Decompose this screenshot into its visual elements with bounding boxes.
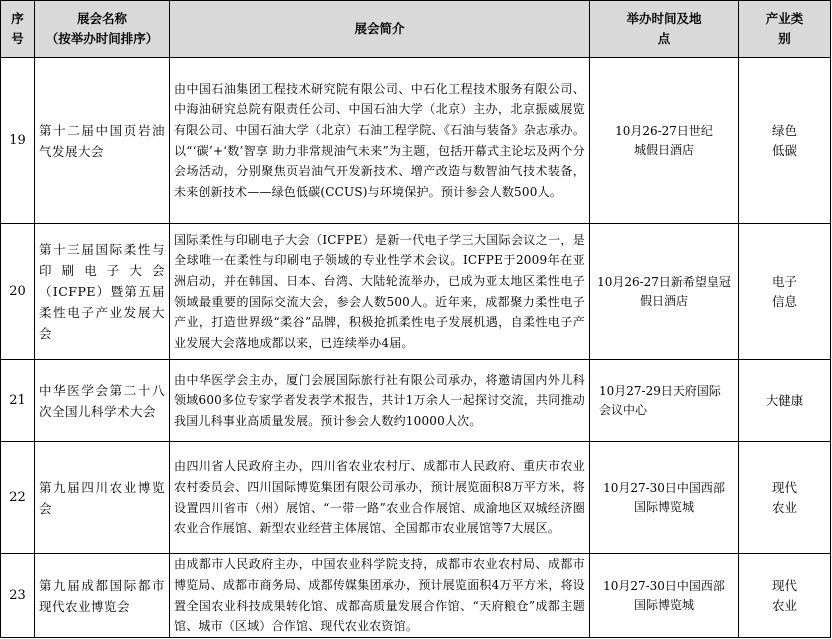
row-index: 20 bbox=[1, 224, 35, 360]
row-name: 第十三届国际柔性与印刷电子大会（ICFPE）暨第五届柔性电子产业发展大会 bbox=[35, 224, 170, 360]
row-category: 现代农业 bbox=[739, 554, 831, 638]
row-description: 由中国石油集团工程技术研究院有限公司、中石化工程技术服务有限公司、中海油研究总院有限责任公司、中国石油大学（北京）主办，北京振威展览有限公司、中国石油大学（北京）石油工程学院、《石油与装备》杂志承办。以“‘碳’+‘数’智享 助力非常规油气未来”为主题，包括开幕式主论坛及两个分会场活动，分别聚焦页岩油气开发新技术、增产改造与数智油气技术装备，未来创新技术——绿色低碳(CCUS)与环境保护。预计参会人数500人。 bbox=[170, 58, 590, 224]
row-category: 现代农业 bbox=[739, 442, 831, 554]
row-category: 大健康 bbox=[739, 360, 831, 442]
header-name-line2: （按举办时间排序） bbox=[45, 31, 159, 46]
header-description: 展会简介 bbox=[170, 1, 590, 58]
row-description: 国际柔性与印刷电子大会（ICFPE）是新一代电子学三大国际会议之一，是全球唯一在柔性与印刷电子领域的专业性学术会议。ICFPE于2009年在亚洲启动，并在韩国、日本、台湾、大陆轮流举办，已成为亚太地区柔性电子领域最重要的国际交流大会，参会人数500人。近年来，成都聚力柔性电子产业，打造世界级“柔谷”品牌，积极抢抓柔性电子发展机遇，自柔性电子产业发展大会落地成都以来，已连续举办4届。 bbox=[170, 224, 590, 360]
table-header-row bbox=[1, 1, 831, 58]
row-name: 第九届四川农业博览会 bbox=[35, 442, 170, 554]
row-time-place: 10月27-30日中国西部国际博览城 bbox=[590, 554, 739, 638]
header-name bbox=[35, 1, 170, 58]
row-time-place: 10月27-29日天府国际会议中心 bbox=[590, 360, 739, 442]
row-index: 19 bbox=[1, 58, 35, 224]
row-category: 电子信息 bbox=[739, 224, 831, 360]
table-row bbox=[1, 360, 831, 442]
table-row bbox=[1, 58, 831, 224]
row-description: 由中华医学会主办，厦门会展国际旅行社有限公司承办，将邀请国内外儿科领域600多位专家学者发表学术报告，共计1万余人一起探讨交流，共同推动我国儿科事业高质量发展。预计参会人数约10000人次。 bbox=[170, 360, 590, 442]
row-index: 22 bbox=[1, 442, 35, 554]
table-row bbox=[1, 224, 831, 360]
row-name: 第九届成都国际都市现代农业博览会 bbox=[35, 554, 170, 638]
row-name: 中华医学会第二十八次全国儿科学术大会 bbox=[35, 360, 170, 442]
row-time-place: 10月26-27日世纪城假日酒店 bbox=[590, 58, 739, 224]
header-index: 序号 bbox=[1, 1, 35, 58]
table-row bbox=[1, 442, 831, 554]
row-name: 第十二届中国页岩油气发展大会 bbox=[35, 58, 170, 224]
header-time-place: 举办时间及地点 bbox=[590, 1, 739, 58]
row-index: 23 bbox=[1, 554, 35, 638]
row-time-place: 10月26-27日新希望皇冠假日酒店 bbox=[590, 224, 739, 360]
row-description: 由成都市人民政府主办，中国农业科学院支持，成都市农业农村局、成都市博览局、成都市商务局、成都传媒集团承办，预计展览面积4万平方米，将设置全国农业科技成果转化馆、成都高质量发展合作馆、“天府粮仓”成都主题馆、城市（区域）合作馆、现代农业农资馆。 bbox=[170, 554, 590, 638]
row-index: 21 bbox=[1, 360, 35, 442]
table-row bbox=[1, 554, 831, 638]
row-time-place: 10月27-30日中国西部国际博览城 bbox=[590, 442, 739, 554]
header-name-line1: 展会名称 bbox=[76, 11, 127, 26]
header-category: 产业类别 bbox=[739, 1, 831, 58]
row-description: 由四川省人民政府主办，四川省农业农村厅、成都市人民政府、重庆市农业农村委员会、四川国际博览集团有限公司承办，预计展览面积8万平方米，将设置四川省市（州）展馆、“一带一路”农业合作展馆、成渝地区双城经济圈农业合作展馆、新型农业经营主体展馆、全国都市农业展馆等7大展区。 bbox=[170, 442, 590, 554]
row-category: 绿色低碳 bbox=[739, 58, 831, 224]
